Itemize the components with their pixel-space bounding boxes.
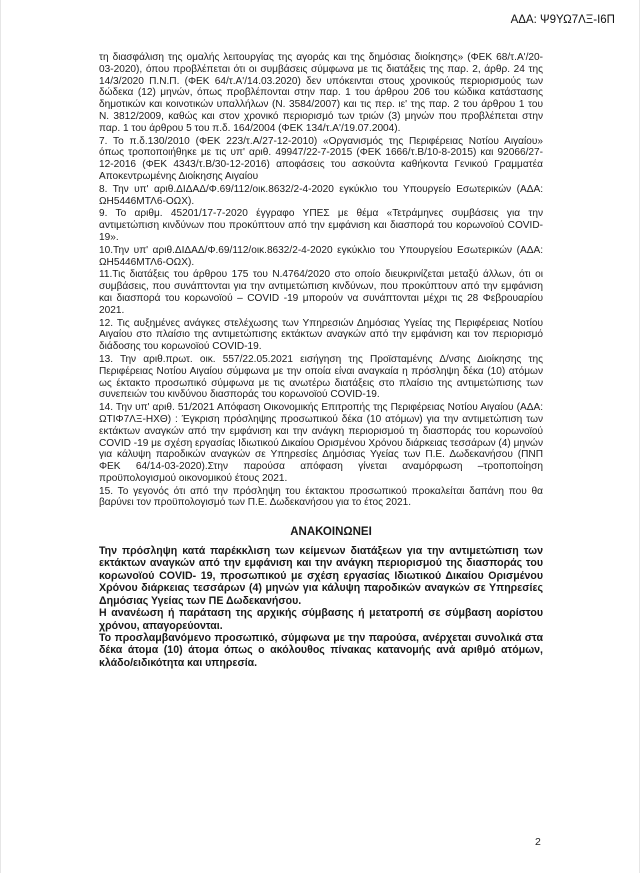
document-body [99,52,543,669]
paragraph-item-7: 7. Το π.δ.130/2010 (ΦΕΚ 223/τ.Α/27-12-2010) «Οργανισμός της Περιφέρειας Νοτίου Αιγαίου» όπως τροποποιήθηκε με τις υπ' αριθ. 49947/22-7-2015 (ΦΕΚ 1666/τ.Β/10-8-2015) και 92066/27-12-2016 (ΦΕΚ 4343/τ.Β/30-12-2016) αποφάσεις του ασκούντα καθήκοντα Γενικού Γραμματέα Αποκεντρωμένης Διοίκησης Αιγαίου [99,135,543,182]
paragraph-item-10: 10.Την υπ' αριθ.ΔΙΔΑΔ/Φ.69/112/οικ.8632/2-4-2020 εγκύκλιο του Υπουργείου Εσωτερικών (ΑΔΑ: ΩΗ5446ΜΤΛ6-ΟΩΧ). [99,244,543,268]
paragraph-item-9: 9. Το αριθμ. 45201/17-7-2020 έγγραφο ΥΠΕΣ με θέμα «Τετράμηνες συμβάσεις για την αντιμετώπιση κινδύνων που προκύπτουν από την εμφάνιση και διασπορά του κορωνοϊού COVID-19». [99,208,543,243]
paragraph-item-11: 11.Τις διατάξεις του άρθρου 175 του Ν.4764/2020 στο οποίο διευκρινίζεται μεταξύ άλλων, ότι οι συμβάσεις, που συνάπτονται για την αντιμετώπιση κινδύνων, που προκύπτουν από την εμφάνιση και διασπορά του κορωνοϊού – COVID -19 μπορούν να συνάπτονται μέχρι τις 28 Φεβρουαρίου 2021. [99,269,543,316]
paragraph-item-14: 14. Την υπ' αριθ. 51/2021 Απόφαση Οικονομικής Επιτροπής της Περιφέρειας Νοτίου Αιγαίου (ΑΔΑ: ΩΤΙΦ7ΛΞ-ΗΧΘ) : Έγκριση πρόσληψης προσωπικού δέκα (10 ατόμων) για την αντιμετώπιση των εκτάκτων αναγκών από την εμφάνιση και την ανάγκη περιορισμού τη διασποράς του κορωνοϊού COVID -19 με σχέση εργασίας Ιδιωτικού Δικαίου Ορισμένου Χρόνου διάρκειας τεσσάρων (4) μηνών για κάλυψη παροδικών αναγκών σε Υπηρεσίες Δημόσιας Υγείας των Π.Ε. Δωδεκανήσου (ΠΝΠ ΦΕΚ 64/14-03-2020).Στην παρούσα απόφαση γίνεται αναμόρφωση –τροποποίηση προϋπολογισμού οικονομικού έτους 2021. [99,402,543,484]
paragraph-item-15: 15. Το γεγονός ότι από την πρόσληψη του έκτακτου προσωπικού προκαλείται δαπάνη που θα βαρύνει τον προϋπολογισμό των Π.Ε. Δωδεκανήσου για το έτος 2021. [99,485,543,509]
announce-paragraph: Το προσλαμβανόμενο προσωπικό, σύμφωνα με την παρούσα, ανέρχεται συνολικά στα δέκα άτομα (10) άτομα όπως ο ακόλουθος πίνακας κατανομής ανά αριθμό ατόμων, κλάδο/ειδικότητα και υπηρεσία. [99,631,543,669]
announce-paragraph: Η ανανέωση ή παράταση της αρχικής σύμβασης ή μετατροπή σε σύμβαση αορίστου χρόνου, απαγορεύονται. [99,607,543,632]
page-number: 2 [535,836,541,848]
paragraph-item-13: 13. Την αριθ.πρωτ. οικ. 557/22.05.2021 εισήγηση της Προϊσταμένης Δ/νσης Διοίκησης της Περιφέρειας Νοτίου Αιγαίου σύμφωνα με την οποία είναι αναγκαία η πρόσληψη δέκα (10) ατόμων ως έκτακτο προσωπικό σύμφωνα με τις ανωτέρω διατάξεις στο πλαίσιο της αντιμετώπισης των συνεπειών του κινδύνου διασποράς του κορωνοϊού COVID-19. [99,353,543,401]
paragraph-item-8: 8. Την υπ' αριθ.ΔΙΔΑΔ/Φ.69/112/οικ.8632/2-4-2020 εγκύκλιο του Υπουργείο Εσωτερικών (ΑΔΑ: ΩΗ5446ΜΤΛ6-ΟΩΧ). [99,183,543,207]
paragraph-item-12: 12. Τις αυξημένες ανάγκες στελέχωσης των Υπηρεσιών Δημόσιας Υγείας της Περιφέρειας Νοτίου Αιγαίου στο πλαίσιο της αντιμετώπισης εκτάκτων αναγκών από την εμφάνιση και τον περιορισμό διάδοσης του κορωνοϊού COVID-19. [99,317,543,353]
announce-paragraph: Την πρόσληψη κατά παρέκκλιση των κείμενων διατάξεων για την αντιμετώπιση των εκτάκτων αναγκών από την εμφάνιση και την ανάγκη περιορισμού της διασποράς του κορωνοϊού COVID- 19, προσωπικού με σχέση εργασίας Ιδιωτικού Δικαίου Ορισμένου Χρόνου διάρκειας τεσσάρων (4) μηνών για κάλυψη παροδικών αναγκών σε Υπηρεσίες Δημόσιας Υγείας των ΠΕ Δωδεκανήσου. [99,545,543,607]
announce-heading: ΑΝΑΚΟΙΝΩΝΕΙ [290,526,372,539]
paragraph-continuation: τη διασφάλιση της ομαλής λειτουργίας της αγοράς και της δημόσιας διοίκησης» (ΦΕΚ 68/τ.Α'/20-03-2020), όπου προβλέπεται ότι οι συμβάσεις σύμφωνα με τις διατάξεις της παρ. 2, άρθρ. 24 της 14/3/2020 Π.Ν.Π. (ΦΕΚ 64/τ.Α'/14.03.2020) δεν υπόκεινται στους χρονικούς περιορισμούς των δώδεκα (12) μηνών, όπως προβλέπονται στην παρ. 1 του άρθρου 206 του κώδικα κατάστασης δημοτικών και κοινοτικών υπαλλήλων (Ν. 3584/2007) και τις περ. ιε' της παρ. 2 του άρθρου 1 του Ν. 3812/2009, καθώς και στον χρονικό περιορισμό των τριών (3) μηνών που προβλέπεται στην παρ. 1 του άρθρου 5 του π.δ. 164/2004 (ΦΕΚ 134/τ.Α'/19.07.2004). [99,52,543,134]
ada-code: ΑΔΑ: Ψ9ΥΩ7ΛΞ-Ι6Π [510,14,615,26]
